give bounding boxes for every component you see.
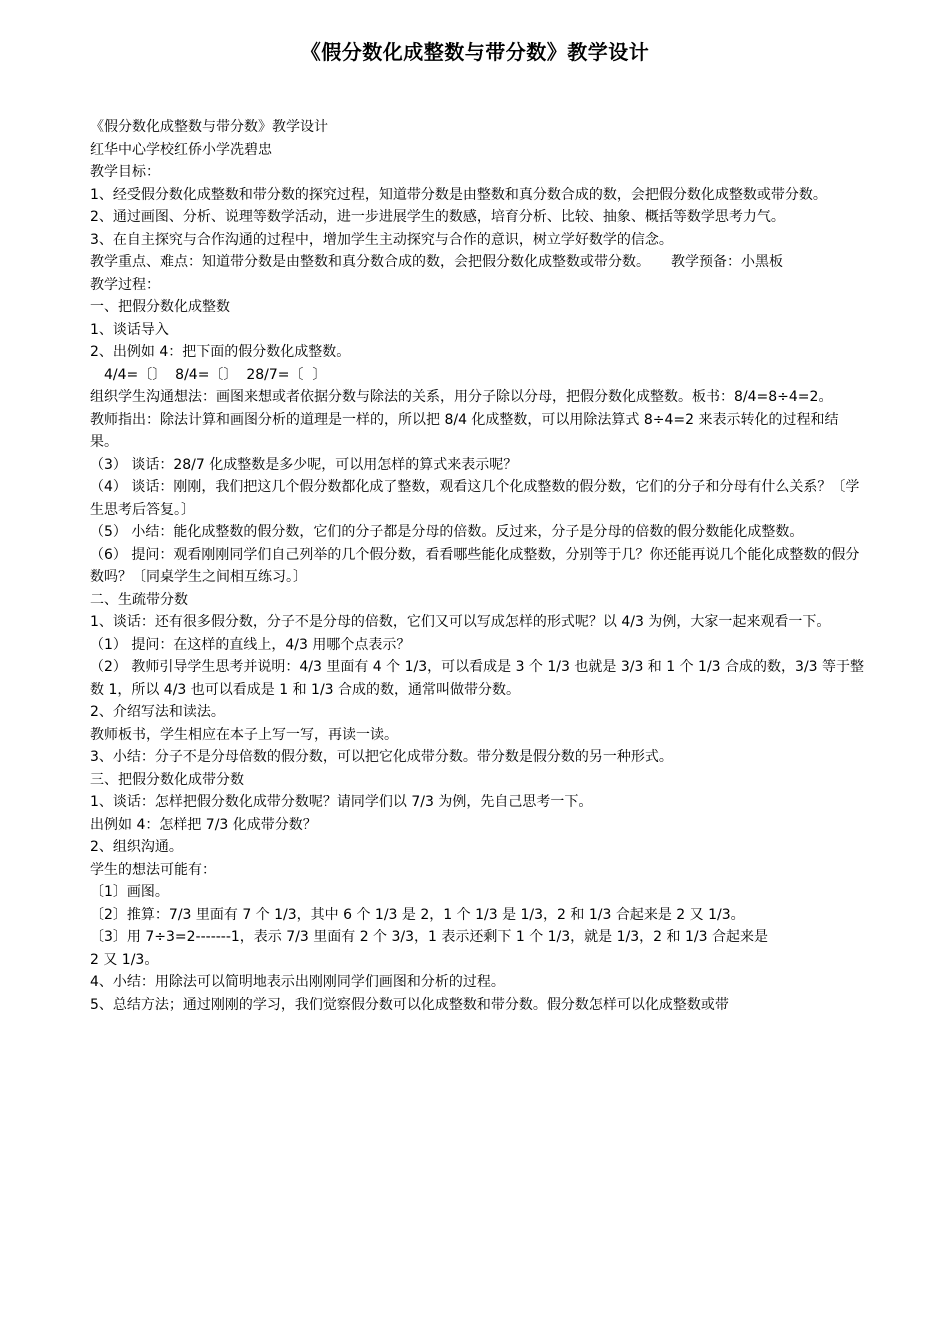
- body-line: 教学重点、难点：知道带分数是由整数和真分数合成的数，会把假分数化成整数或带分数。 教学预备：小黑板: [90, 254, 783, 270]
- body-line: 教师指出：除法计算和画图分析的道理是一样的，所以把 8/4 化成整数，可以用除法算式 8÷4=2 来表示转化的过程和结果。: [90, 411, 839, 450]
- body-line: （4） 谈话：刚刚，我们把这几个假分数都化成了整数，观看这几个化成整数的假分数，它们的分子和分母有什么关系？〔学生思考后答复。〕: [90, 479, 860, 518]
- body-line: （2） 教师引导学生思考并说明：4/3 里面有 4 个 1/3，可以看成是 3 个 1/3 也就是 3/3 和 1 个 1/3 合成的数，3/3 等于整数 1，所以 4/3 也可以看成是 1 和 1/3 合成的数，通常叫做带分数。: [90, 659, 865, 698]
- body-line: 2、组织沟通。: [90, 839, 183, 855]
- exercise-line: 4/4=〔〕 8/4=〔〕 28/7=〔 〕: [104, 366, 327, 383]
- body-line: 3、在自主探究与合作沟通的过程中，增加学生主动探究与合作的意识，树立学好数学的信念。: [90, 231, 673, 248]
- body-line: 2、介绍写法和读法。: [90, 704, 225, 720]
- body-line: 出例如 4：怎样把 7/3 化成带分数？: [90, 816, 317, 833]
- body-line: 5、总结方法；通过刚刚的学习，我们觉察假分数可以化成整数和带分数。假分数怎样可以化成整数或带: [90, 996, 729, 1013]
- body-line: 1、谈话：怎样把假分数化成带分数呢？请同学们以 7/3 为例，先自己思考一下。: [90, 794, 593, 810]
- body-line: 1、谈话：还有很多假分数，分子不是分母的倍数，它们又可以写成怎样的形式呢？以 4/3 为例，大家一起来观看一下。: [90, 614, 831, 630]
- body-line: 教师板书，学生相应在本子上写一写，再读一读。: [90, 726, 398, 743]
- body-line: 组织学生沟通想法：画图来想或者依据分数与除法的关系，用分子除以分母，把假分数化成整数。板书：8/4=8÷4=2。: [90, 389, 833, 405]
- page-title: 《假分数化成整数与带分数》教学设计: [300, 40, 650, 64]
- body-line: 学生的想法可能有：: [90, 861, 216, 878]
- section-heading: 三、把假分数化成带分数: [90, 771, 244, 788]
- body-line: 教学过程：: [90, 276, 160, 293]
- body-line: 《假分数化成整数与带分数》教学设计: [90, 119, 328, 135]
- body-line: （5） 小结：能化成整数的假分数，它们的分子都是分母的倍数。反过来，分子是分母的倍数的假分数能化成整数。: [90, 524, 804, 540]
- body-line: 〔1〕画图。: [90, 884, 169, 900]
- body-line: 2 又 1/3。: [90, 951, 159, 968]
- body-line: 教学目标：: [90, 164, 160, 180]
- body-line: 1、谈话导入: [90, 321, 169, 338]
- body-line: （1） 提问：在这样的直线上，4/3 用哪个点表示？: [90, 636, 411, 653]
- body-line: 3、小结：分子不是分母倍数的假分数，可以把它化成带分数。带分数是假分数的另一种形式。: [90, 749, 673, 765]
- body-line: 2、通过画图、分析、说理等数学活动，进一步进展学生的数感，培育分析、比较、抽象、概括等数学思考力气。: [90, 209, 785, 225]
- body-line: 〔2〕推算：7/3 里面有 7 个 1/3，其中 6 个 1/3 是 2，1 个 1/3 是 1/3，2 和 1/3 合起来是 2 又 1/3。: [90, 906, 745, 923]
- section-heading: 一、把假分数化成整数: [90, 299, 230, 315]
- body-line: 1、经受假分数化成整数和带分数的探究过程，知道带分数是由整数和真分数合成的数，会把假分数化成整数或带分数。: [90, 186, 827, 203]
- body-line: （3） 谈话：28/7 化成整数是多少呢，可以用怎样的算式来表示呢？: [90, 456, 518, 473]
- document-body: [90, 116, 865, 1016]
- section-heading: 二、生疏带分数: [90, 591, 188, 608]
- body-line: 2、出例如 4：把下面的假分数化成整数。: [90, 344, 351, 360]
- body-line: （6） 提问：观看刚刚同学们自己列举的几个假分数，看看哪些能化成整数，分别等于几？你还能再说几个能化成整数的假分数吗？〔同桌学生之间相互练习。〕: [90, 546, 860, 585]
- body-line: 红华中心学校红侨小学冼碧忠: [90, 141, 272, 158]
- body-line: 〔3〕用 7÷3=2-------1，表示 7/3 里面有 2 个 3/3，1 表示还剩下 1 个 1/3，就是 1/3，2 和 1/3 合起来是: [90, 929, 768, 945]
- body-line: 4、小结：用除法可以简明地表示出刚刚同学们画图和分析的过程。: [90, 974, 505, 990]
